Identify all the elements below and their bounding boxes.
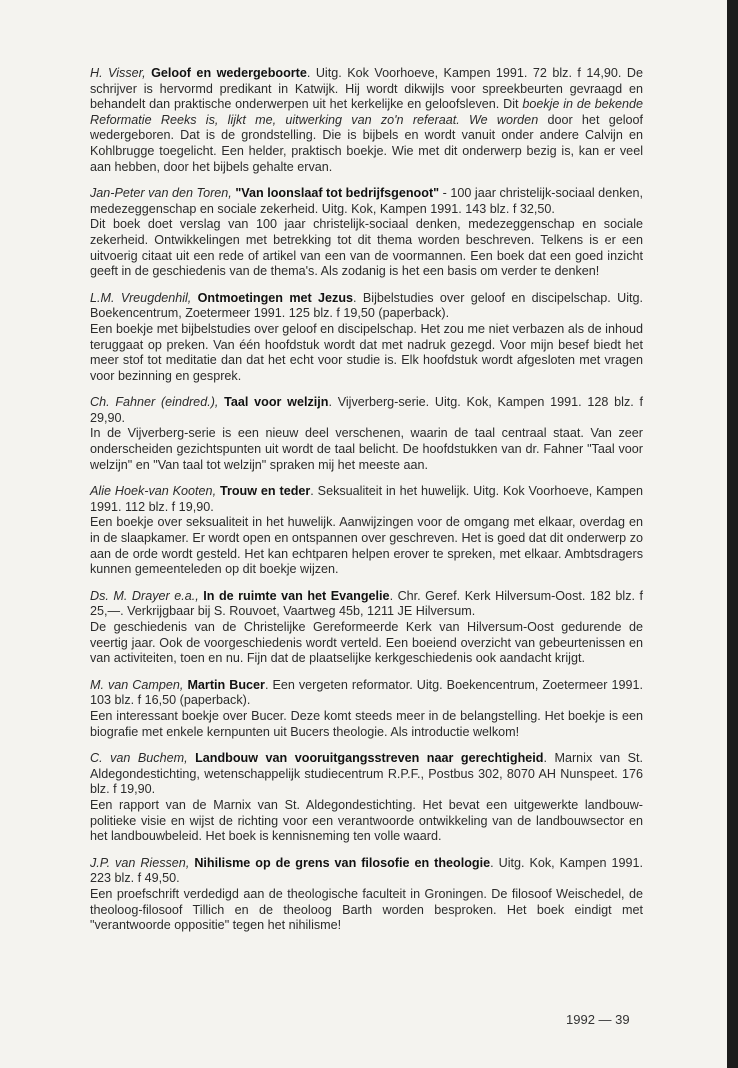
- review-author: C. van Buchem,: [90, 751, 188, 766]
- review-van-riessen: [90, 856, 643, 934]
- review-description: Een boekje over seksualiteit in het huwelijk. Aanwijzingen voor de omgang met elkaar, overdag en in de slaapkamer. Er wordt open en ontspannen over geschreven. Het is goed dat dit onderwerp zo aan de orde wordt gesteld. Het kan echtparen helpen erover te spreken, met elkaar. Ambtsdragers kunnen gemeenteleden op dit boekje wijzen.: [90, 515, 643, 577]
- review-title: Nihilisme op de grens van filosofie en theologie: [194, 855, 491, 870]
- review-title: Landbouw van vooruitgangsstreven naar gerechtigheid: [195, 751, 544, 766]
- review-publication: . Chr. Geref. Kerk Hilversum-Oost. 182 blz. f 25,—. Verkrijgbaar bij S. Rouvoet, Vaartweg 45b, 1211 JE Hilversum.: [90, 588, 644, 619]
- review-description: In de Vijverberg-serie is een nieuw deel verschenen, waarin de taal centraal staat. Van zeer onderscheiden gezichtspunten uit wordt de taal belicht. De hoofdstukken van dr. Fahner "Taal voor welzijn" en "Van taal tot welzijn" spraken mij het meeste aan.: [90, 426, 643, 472]
- review-publication: . Seksualiteit in het huwelijk. Uitg. Kok Voorhoeve, Kampen 1991. 112 blz. f 19,90.: [90, 484, 644, 514]
- review-publication: - 100 jaar christelijk-sociaal denken, medezeggenschap en sociale zekerheid. Uitg. Kok, Kampen 1991. 143 blz. f 32,50.: [90, 186, 643, 216]
- review-publication: . Uitg. Kok, Kampen 1991. 223 blz. f 49,50.: [90, 855, 644, 886]
- review-description: Een rapport van de Marnix van St. Aldegondestichting. Het bevat een uitgewerkte landbouw-politieke visie en wijst de richting voor een verantwoorde ontwikkeling van de landbouwsector en het landbouwbeleid. Het boek is kennisneming ten volle waard.: [90, 797, 643, 844]
- review-title: Taal voor welzijn: [224, 395, 329, 410]
- review-publication: . Een vergeten reformator. Uitg. Boekencentrum, Zoetermeer 1991. 103 blz. f 16,50 (paperback).: [90, 677, 644, 708]
- review-description-italic: boekje in de bekende Reformatie Reeks is, lijkt me, uitwerking van zo'n referaat. We worden: [90, 97, 644, 127]
- review-title: Geloof en wedergeboorte: [151, 66, 307, 80]
- review-description: De geschiedenis van de Christelijke Gereformeerde Kerk van Hilversum-Oost gedurende de veertig jaar. Ook de voorgeschiedenis wordt verteld. Een boeiend overzicht van gebeurtenissen en van activiteiten, toen en nu. Fijn dat de plaatselijke kerkgeschiedenis ook aandacht krijgt.: [90, 620, 643, 666]
- review-author: Ds. M. Drayer e.a.,: [90, 588, 199, 603]
- book-reviews: [90, 66, 643, 945]
- review-description: Een interessant boekje over Bucer. Deze komt steeds meer in de belangstelling. Het boekje is een biografie met enkele kernpunten uit Bucers theologie. Als introductie welkom!: [90, 708, 643, 739]
- review-author: M. van Campen,: [90, 677, 184, 692]
- review-author: Ch. Fahner (eindred.),: [90, 395, 219, 410]
- review-title: In de ruimte van het Evangelie: [203, 588, 390, 603]
- review-publication: . Vijverberg-serie. Uitg. Kok, Kampen 1991. 128 blz. f 29,90.: [90, 395, 643, 425]
- review-author: J.P. van Riessen,: [90, 855, 190, 870]
- review-vreugdenhil: [90, 291, 643, 385]
- review-author: H. Visser,: [90, 66, 146, 80]
- review-drayer: [90, 589, 643, 667]
- review-author: Alie Hoek-van Kooten,: [90, 484, 217, 499]
- review-fahner: [90, 395, 643, 473]
- review-visser: [90, 66, 643, 175]
- review-publication: . Bijbelstudies over geloof en discipelschap. Uitg. Boekencentrum, Zoetermeer 1991. 125 blz. f 19,50 (paperback).: [90, 290, 644, 321]
- review-title: Martin Bucer: [187, 677, 265, 692]
- review-publication: . Marnix van St. Aldegondestichting, wetenschappelijk studiecentrum R.P.F., Postbus 302, 8070 AH Nunspeet. 176 blz. f 19,90.: [90, 751, 643, 797]
- review-description: Een boekje met bijbelstudies over geloof en discipelschap. Het zou me niet verbazen als de inhoud teruggaat op preken. Van één hoofdstuk wordt dat met nadruk gezegd. Voor mijn besef biedt het meer stof tot meditatie dan dat het echt voor studie is. Elk hoofdstuk wordt afgesloten met vragen voor bezinning en gesprek.: [90, 321, 643, 383]
- page-number: 1992 — 39: [566, 1012, 630, 1027]
- review-author: Jan-Peter van den Toren,: [90, 186, 232, 201]
- review-van-campen: [90, 678, 643, 740]
- review-description: Dit boek doet verslag van 100 jaar christelijk-sociaal denken, medezeggenschap en sociale zekerheid. Ontwikkelingen met betrekking tot dit thema worden beschreven. Telkens is er een uitvoerig citaat uit een rede of artikel van een van de voormannen. Een boek dat een goed inzicht geeft in de geschiedenis van de thema's. Als zodanig is het een basis om verder te denken!: [90, 217, 643, 279]
- review-title: Ontmoetingen met Jezus: [197, 290, 354, 305]
- review-van-buchem: [90, 751, 643, 845]
- review-description: De schrijver is hervormd predikant in Katwijk. Hij wordt dikwijls voor spreekbeurten gevraagd en behandelt dan praktische onderwerpen uit het kerkelijke en geloofsleven. Dit: [90, 66, 643, 112]
- review-title: Trouw en teder: [219, 484, 311, 499]
- review-hoek-van-kooten: [90, 484, 643, 578]
- review-description: Een proefschrift verdedigd aan de theologische faculteit in Groningen. De filosoof Weischedel, de theoloog-filosoof Tillich en de theoloog Barth worden besproken. Het boek eindigt met "verantwoorde oppositie" tegen het nihilisme!: [90, 886, 643, 933]
- review-title: "Van loonslaaf tot bedrijfsgenoot": [235, 186, 440, 201]
- review-publication: . Uitg. Kok Voorhoeve, Kampen 1991. 72 blz. f 14,90.: [306, 66, 622, 80]
- review-author: L.M. Vreugdenhil,: [90, 290, 192, 305]
- review-van-den-toren: [90, 186, 643, 280]
- review-description-tail: door het geloof wedergeboren. Dat is de grondstelling. Die is bijbels en wordt vanuit onder andere Calvijn en Kohlbrugge toegelicht. Een helder, praktisch boekje. Wie met dit onderwerp bezig is, kan er veel aan hebben, door het bijbels gehalte ervan.: [90, 112, 644, 174]
